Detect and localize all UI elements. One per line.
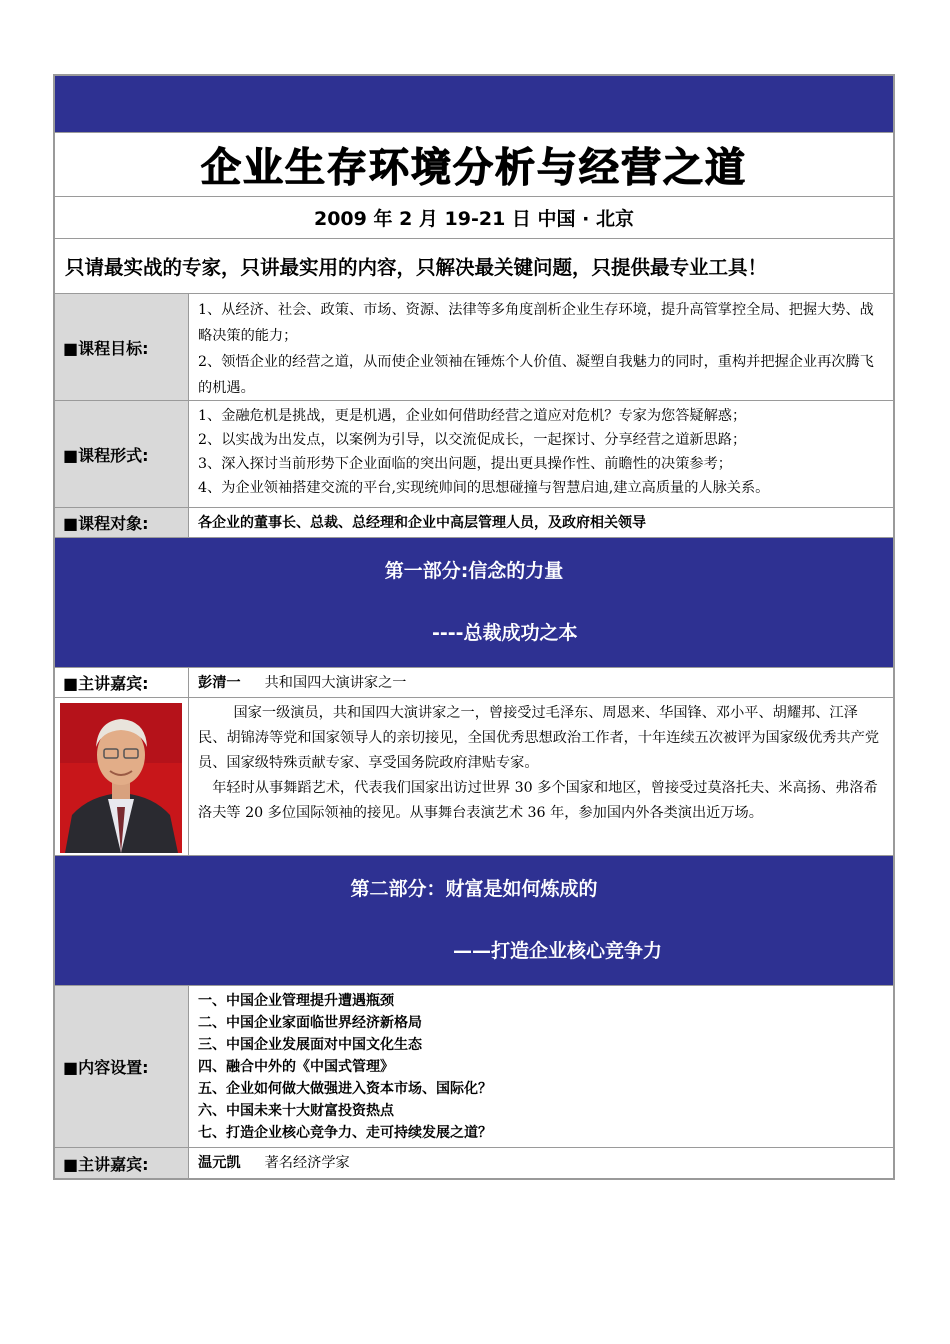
part2-content-row: [55, 986, 893, 1148]
course-form-value: [189, 401, 893, 507]
list-item: 六、中国未来十大财富投资热点: [198, 1103, 394, 1119]
part1-bio-text: [189, 698, 893, 855]
part2-header: [55, 856, 893, 986]
speaker-photo: [60, 703, 182, 853]
course-goal-row: [55, 294, 893, 401]
slogan: 只请最实战的专家，只讲最实用的内容，只解决最关键问题，只提供最专业工具！: [55, 239, 893, 294]
speaker-title: 共和国四大演讲家之一: [264, 674, 407, 691]
date-location: 2009 年 2 月 19-21 日 中国 · 北京: [55, 197, 893, 239]
list-item: 七、打造企业核心竞争力、走可持续发展之道？: [198, 1125, 492, 1141]
list-item: 二、中国企业家面临世界经济新格局: [198, 1015, 422, 1031]
course-goal-line: 2、领悟企业的经营之道，从而使企业领袖在锤炼个人价值、凝塑自我魅力的同时，重构并把握企业再次腾飞的机遇。: [198, 354, 874, 396]
course-form-line: 4、为企业领袖搭建交流的平台,实现统帅间的思想碰撞与智慧启迪,建立高质量的人脉关系。: [198, 480, 770, 496]
part2-title: 第二部分：财富是如何炼成的: [350, 878, 598, 900]
content-list: [189, 986, 893, 1147]
part1-speaker-value: [189, 668, 893, 697]
content-label: ■内容设置:: [55, 986, 189, 1147]
top-color-band: [55, 76, 893, 133]
course-form-line: 3、深入探讨当前形势下企业面临的突出问题，提出更具操作性、前瞻性的决策参考；: [198, 456, 732, 472]
list-item: 五、企业如何做大做强进入资本市场、国际化？: [198, 1081, 492, 1097]
speaker-photo-cell: [55, 698, 189, 855]
bio-paragraph: 国家一级演员，共和国四大演讲家之一，曾接受过毛泽东、周恩来、华国锋、邓小平、胡耀邦、江泽民、胡锦涛等党和国家领导人的亲切接见，全国优秀思想政治工作者，十年连续五次被评为国家级优秀共产党员、国家级特殊贡献专家、享受国务院政府津贴专家。: [198, 705, 880, 771]
speaker-name: 彭清一: [198, 674, 241, 691]
course-audience-value: 各企业的董事长、总裁、总经理和企业中高层管理人员，及政府相关领导: [198, 514, 646, 531]
part2-speaker-row: [55, 1148, 893, 1178]
page-title: 企业生存环境分析与经营之道: [55, 133, 893, 197]
part2-subtitle: ——打造企业核心竞争力: [453, 940, 663, 962]
part2-speaker-value: [189, 1148, 893, 1178]
course-form-row: [55, 401, 893, 508]
course-goal-label: ■课程目标:: [55, 294, 189, 400]
course-goal-value: [189, 294, 893, 400]
part1-bio-row: [55, 698, 893, 856]
list-item: 一、中国企业管理提升遭遇瓶颈: [198, 993, 394, 1009]
bio-paragraph: 年轻时从事舞蹈艺术，代表我们国家出访过世界 30 多个国家和地区，曾接受过莫洛托夫、米高扬、弗洛希洛夫等 20 多位国际领袖的接见。从事舞台表演艺术 36 年，参加国内外各类演出近万场。: [198, 780, 878, 821]
speaker-title: 著名经济学家: [264, 1155, 350, 1171]
list-item: 四、融合中外的《中国式管理》: [198, 1059, 394, 1075]
course-goal-line: 1、从经济、社会、政策、市场、资源、法律等多角度剖析企业生存环境，提升高管掌控全局、把握大势、战略决策的能力；: [198, 302, 874, 344]
part1-title: 第一部分:信念的力量: [384, 560, 564, 582]
course-brochure: [53, 74, 895, 1180]
course-audience-label: ■课程对象:: [55, 508, 189, 537]
course-form-line: 1、金融危机是挑战，更是机遇，企业如何借助经营之道应对危机？专家为您答疑解惑；: [198, 408, 747, 424]
part1-header: [55, 538, 893, 668]
course-audience-row: [55, 508, 893, 538]
part1-speaker-label: ■主讲嘉宾:: [55, 668, 189, 697]
speaker-name: 温元凯: [198, 1155, 241, 1171]
course-form-line: 2、以实战为出发点，以案例为引导，以交流促成长，一起探讨、分享经营之道新思路；: [198, 432, 747, 448]
speaker-portrait-image: [60, 703, 182, 853]
part1-subtitle: ----总裁成功之本: [432, 622, 578, 644]
course-form-label: ■课程形式:: [55, 401, 189, 507]
part2-speaker-label: ■主讲嘉宾:: [55, 1148, 189, 1178]
part1-speaker-row: [55, 668, 893, 698]
list-item: 三、中国企业发展面对中国文化生态: [198, 1037, 422, 1053]
